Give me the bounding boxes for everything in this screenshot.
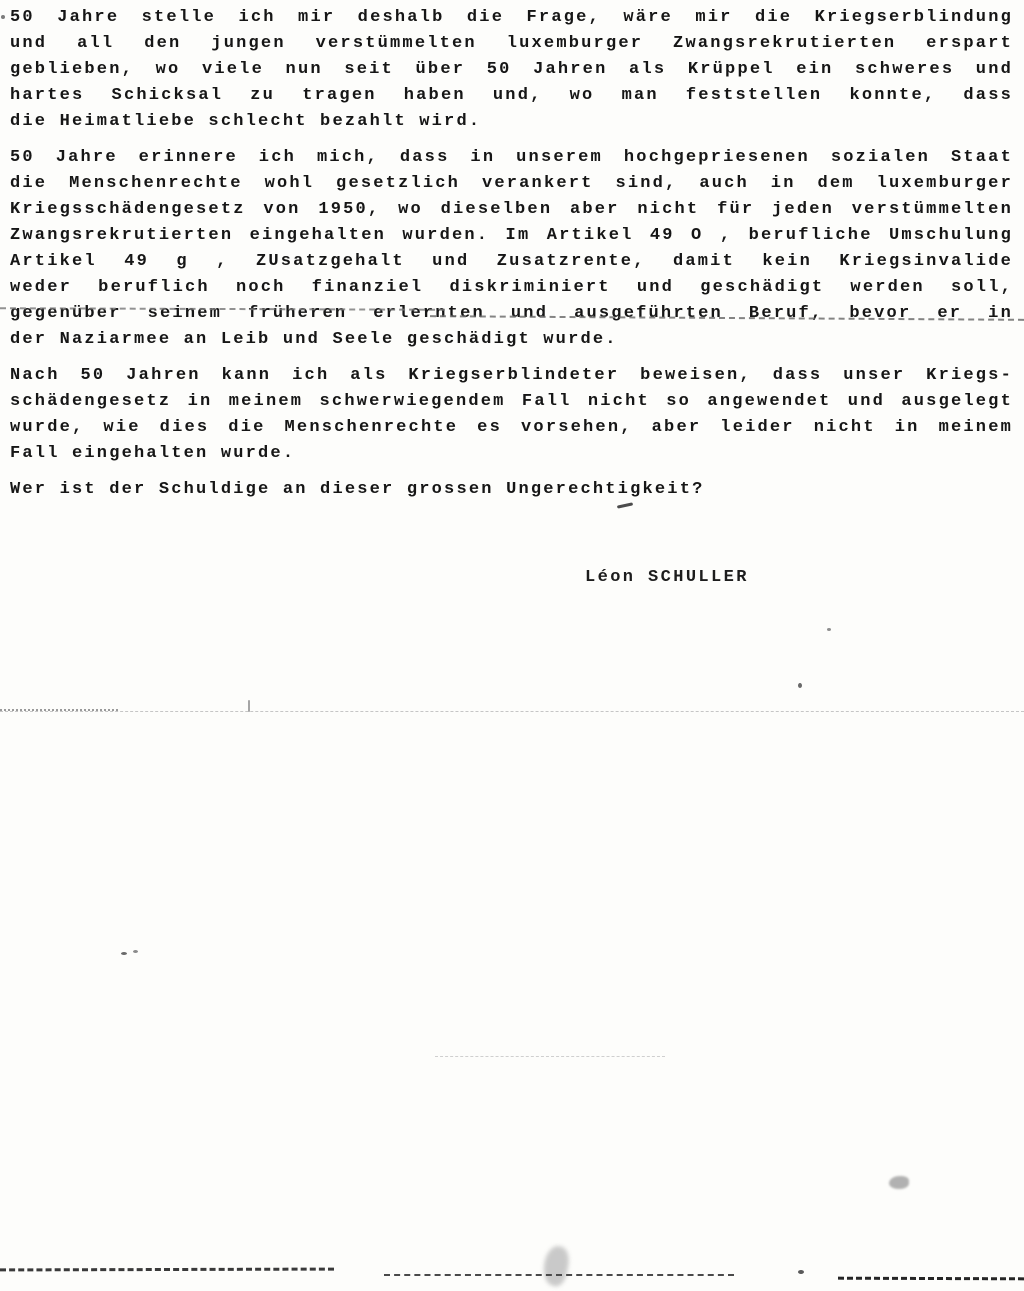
text-line: hartes Schicksal zu tragen haben und, wo man feststellen konnte, dass [10, 86, 1013, 105]
paragraph-2 [10, 145, 1013, 353]
closing-question [10, 477, 1013, 503]
text-line: Fall eingehalten wurde. [10, 444, 296, 463]
paragraph-1 [10, 5, 1013, 135]
paragraph-3 [10, 363, 1013, 467]
text-line: 50 Jahre stelle ich mir deshalb die Frage, wäre mir die Kriegserblindung [10, 8, 1013, 27]
text-line: 50 Jahre erinnere ich mich, dass in unserem hochgepriesenen sozialen Staat [10, 148, 1013, 167]
text-line: die Heimatliebe schlecht bezahlt wird. [10, 112, 482, 131]
text-line: Zwangsrekrutierten eingehalten wurden. Im Artikel 49 O , berufliche Umschulung [10, 226, 1013, 245]
text-line: geblieben, wo viele nun seit über 50 Jahren als Krüppel ein schweres und [10, 60, 1013, 79]
text-line: Artikel 49 g , ZUsatzgehalt und Zusatzrente, damit kein Kriegsinvalide [10, 252, 1013, 271]
text-line: der Naziarmee an Leib und Seele geschädigt wurde. [10, 330, 618, 349]
text-line: wurde, wie dies die Menschenrechte es vorsehen, aber leider nicht in meinem [10, 418, 1013, 437]
text-line: schädengesetz in meinem schwerwiegendem Fall nicht so angewendet und ausgelegt [10, 392, 1013, 411]
text-line: Nach 50 Jahren kann ich als Kriegserblindeter beweisen, dass unser Kriegs- [10, 366, 1013, 385]
text-line: und all den jungen verstümmelten luxemburger Zwangsrekrutierten erspart [10, 34, 1013, 53]
text-line: gegenüber seinem früheren erlernten und ausgeführten Beruf, bevor er in [10, 304, 1013, 323]
signature-name: Léon SCHULLER [585, 568, 749, 587]
text-line: weder beruflich noch finanziel diskriminiert und geschädigt werden soll, [10, 278, 1013, 297]
text-line: die Menschenrechte wohl gesetzlich verankert sind, auch in dem luxemburger [10, 174, 1013, 193]
text-line: Kriegsschädengesetz von 1950, wo dieselben aber nicht für jeden verstümmelten [10, 200, 1013, 219]
text-line: Wer ist der Schuldige an dieser grossen Ungerechtigkeit? [10, 480, 705, 499]
